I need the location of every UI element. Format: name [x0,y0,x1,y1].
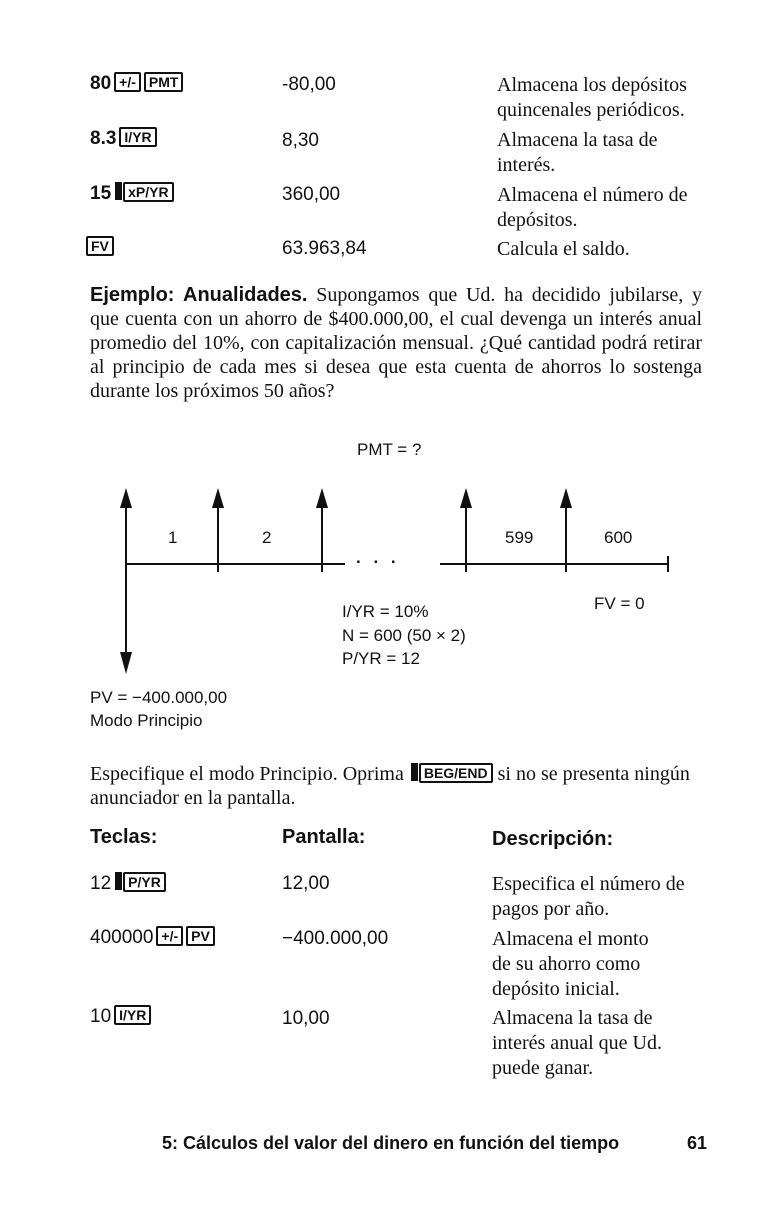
pmt-label: PMT = ? [357,440,422,459]
display-value: 12,00 [282,873,330,894]
keystroke-row [90,1005,151,1028]
change-sign-key: +/- [156,926,183,946]
display-value: 10,00 [282,1008,330,1029]
payment-arrow [212,488,224,564]
iyr-key: I/YR [119,127,156,147]
example-label: Ejemplo: Anualidades. [90,284,308,306]
fv-key: FV [86,236,114,256]
top-keystroke-table [0,0,778,270]
shift-key-icon [411,763,418,781]
key-value: 400000 [90,927,154,948]
keystroke-row [90,182,174,205]
description: Calcula el saldo. [497,238,630,260]
xpyr-key: xP/YR [123,182,173,202]
parameter-line: P/YR = 12 [342,649,420,668]
present-value-label: PV = −400.000,00 [90,688,228,707]
payment-arrow [120,488,132,564]
pv-key: PV [186,926,215,946]
key-value: 12 [90,873,112,894]
pmt-key: PMT [144,72,184,92]
page-number: 61 [687,1133,708,1153]
instruction-after: si no se presenta ningún anunciador en la pantalla. [90,763,690,809]
cash-flow-diagram [0,430,778,740]
bottom-keystroke-table [0,860,778,1090]
description: Almacena la tasa de interés. [497,129,658,176]
header-keys: Teclas: [90,826,158,848]
shift-key-icon [115,182,122,200]
display-value: 360,00 [282,184,341,205]
parameter-line: I/YR = 10% [342,602,429,621]
instruction-paragraph [90,762,690,810]
keystroke-row [90,872,166,895]
keystroke-row [90,127,157,150]
pyr-key: P/YR [123,872,166,892]
period-label: 2 [262,528,272,547]
change-sign-key: +/- [114,72,141,92]
display-value: 8,30 [282,130,319,151]
chapter-title: 5: Cálculos del valor del dinero en función del tiempo [162,1133,620,1153]
description: Almacena el monto de su ahorro como depósito inicial. [492,928,649,1000]
period-label: 600 [604,528,633,547]
display-value: −400.000,00 [282,928,389,949]
shift-key-icon [115,872,122,890]
description: Almacena la tasa de interés anual que Ud. puede ganar. [492,1007,662,1079]
display-value: -80,00 [282,74,336,95]
parameter-line: N = 600 (50 × 2) [342,626,466,645]
instruction-before: Especifique el modo Principio. Oprima [90,763,404,785]
example-paragraph [90,283,702,403]
keystroke-row [86,236,114,259]
payment-arrow [460,488,472,564]
header-description: Descripción: [492,828,614,850]
key-value: 8.3 [90,128,117,149]
continuation-dots: . . . [356,548,400,567]
key-value: 80 [90,73,112,94]
present-value-arrow [120,564,132,674]
future-value-label: FV = 0 [594,594,645,613]
key-value: 10 [90,1006,112,1027]
keystroke-row [90,72,183,95]
iyr-key: I/YR [114,1005,151,1025]
period-label: 599 [505,528,534,547]
page-footer [0,1133,778,1163]
payment-arrow [316,488,328,564]
payment-arrow [560,488,572,564]
key-value: 15 [90,183,112,204]
period-label: 1 [168,528,178,547]
description: Almacena los depósitos quincenales periódicos. [497,74,687,121]
beg-end-key: BEG/END [419,763,493,783]
header-display: Pantalla: [282,826,366,848]
keystroke-row [90,926,215,949]
description: Especifica el número de pagos por año. [492,873,685,920]
mode-label: Modo Principio [90,711,203,730]
example-text: Supongamos que Ud. ha decidido jubilarse, y que cuenta con un ahorro de $400.000,00, el cual devenga un interés anual promedio del 10%, con capitalización mensual. ¿Qué cantidad podrá retirar al principio de cada mes si desea que esta cuenta de ahorros lo sostenga durante los próximos 50 años? [90,284,702,402]
display-value: 63.963,84 [282,238,367,259]
description: Almacena el número de depósitos. [497,184,688,231]
